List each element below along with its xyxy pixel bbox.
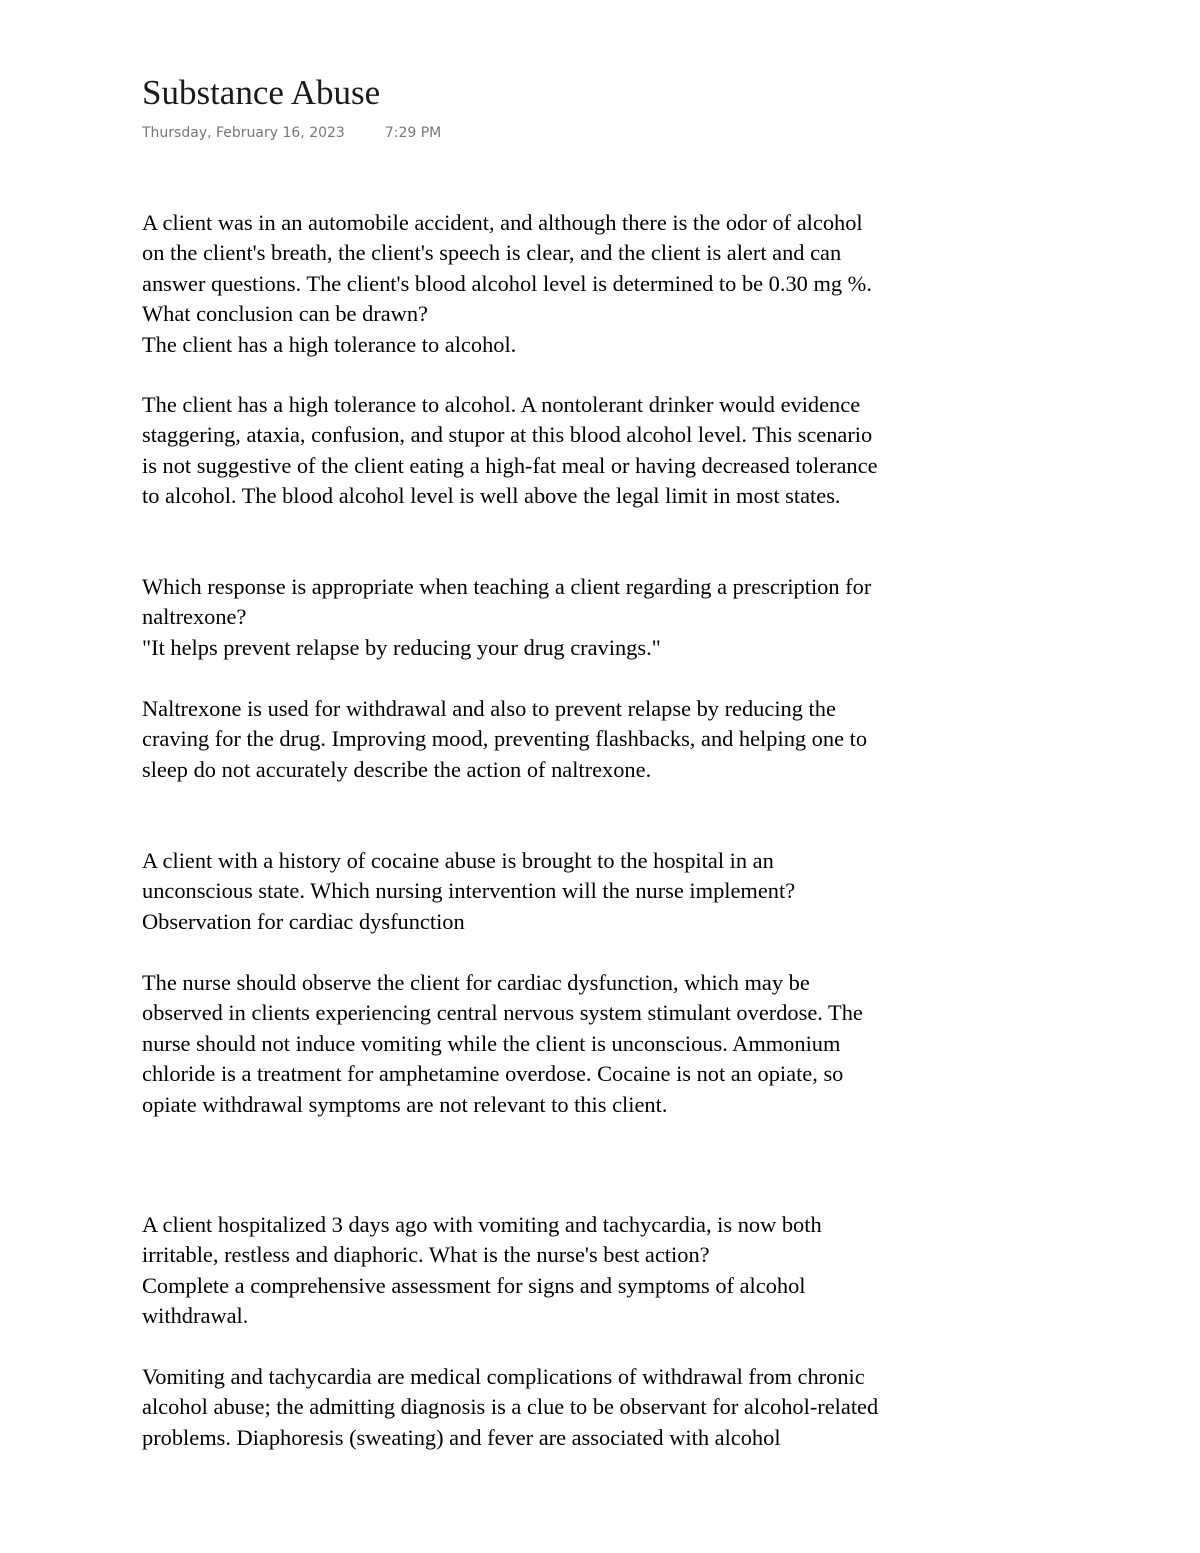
question-line: Which response is appropriate when teaching a client regarding a prescription for [142,574,872,599]
rationale-line: opiate withdrawal symptoms are not relevant to this client. [142,1091,668,1117]
rationale-line: alcohol abuse; the admitting diagnosis is a clue to be observant for alcohol-related [142,1394,879,1420]
rationale-line: problems. Diaphoresis (sweating) and fever are associated with alcohol [142,1424,781,1450]
rationale-line: observed in clients experiencing central nervous system stimulant overdose. The [142,1000,863,1026]
answer-line: Observation for cardiac dysfunction [142,908,465,934]
rationale-4 [142,1362,1062,1453]
question-2 [142,572,1062,663]
rationale-line: is not suggestive of the client eating a high-fat meal or having decreased tolerance [142,452,878,478]
question-line: unconscious state. Which nursing intervention will the nurse implement? [142,878,796,904]
answer-line: "It helps prevent relapse by reducing your drug cravings." [142,634,661,660]
question-line: A client was in an automobile accident, and although there is the odor of alcohol [142,210,863,235]
note-date: Thursday, February 16, 2023 [142,125,345,141]
question-line: irritable, restless and diaphoric. What is the nurse's best action? [142,1242,710,1268]
note-time: 7:29 PM [384,125,442,141]
rationale-line: Vomiting and tachycardia are medical complications of withdrawal from chronic [142,1364,865,1389]
rationale-line: craving for the drug. Improving mood, preventing flashbacks, and helping one to [142,726,868,752]
rationale-line: The client has a high tolerance to alcohol. A nontolerant drinker would evidence [142,392,861,417]
question-4 [142,1210,1062,1332]
rationale-1 [142,390,1062,512]
rationale-line: chloride is a treatment for amphetamine overdose. Cocaine is not an opiate, so [142,1061,844,1087]
page-title: Substance Abuse [142,73,381,112]
question-line: on the client's breath, the client's speech is clear, and the client is alert and can [142,240,842,266]
rationale-2 [142,694,1062,785]
rationale-line: The nurse should observe the client for cardiac dysfunction, which may be [142,970,810,995]
answer-line: The client has a high tolerance to alcohol. [142,331,517,357]
question-line: naltrexone? [142,604,247,630]
rationale-3 [142,968,1062,1120]
answer-line: withdrawal. [142,1303,249,1329]
question-1 [142,208,1062,360]
rationale-line: Naltrexone is used for withdrawal and also to prevent relapse by reducing the [142,696,836,721]
answer-line: Complete a comprehensive assessment for signs and symptoms of alcohol [142,1272,806,1298]
rationale-line: to alcohol. The blood alcohol level is well above the legal limit in most states. [142,483,841,509]
rationale-line: staggering, ataxia, confusion, and stupor at this blood alcohol level. This scenario [142,422,873,448]
question-line: A client with a history of cocaine abuse is brought to the hospital in an [142,848,774,873]
question-line: A client hospitalized 3 days ago with vomiting and tachycardia, is now both [142,1212,822,1237]
question-3 [142,846,1062,937]
question-line: What conclusion can be drawn? [142,301,428,327]
rationale-line: nurse should not induce vomiting while the client is unconscious. Ammonium [142,1030,841,1056]
note-timestamp [142,123,441,143]
rationale-line: sleep do not accurately describe the action of naltrexone. [142,756,652,782]
question-line: answer questions. The client's blood alcohol level is determined to be 0.30 mg %. [142,270,872,296]
